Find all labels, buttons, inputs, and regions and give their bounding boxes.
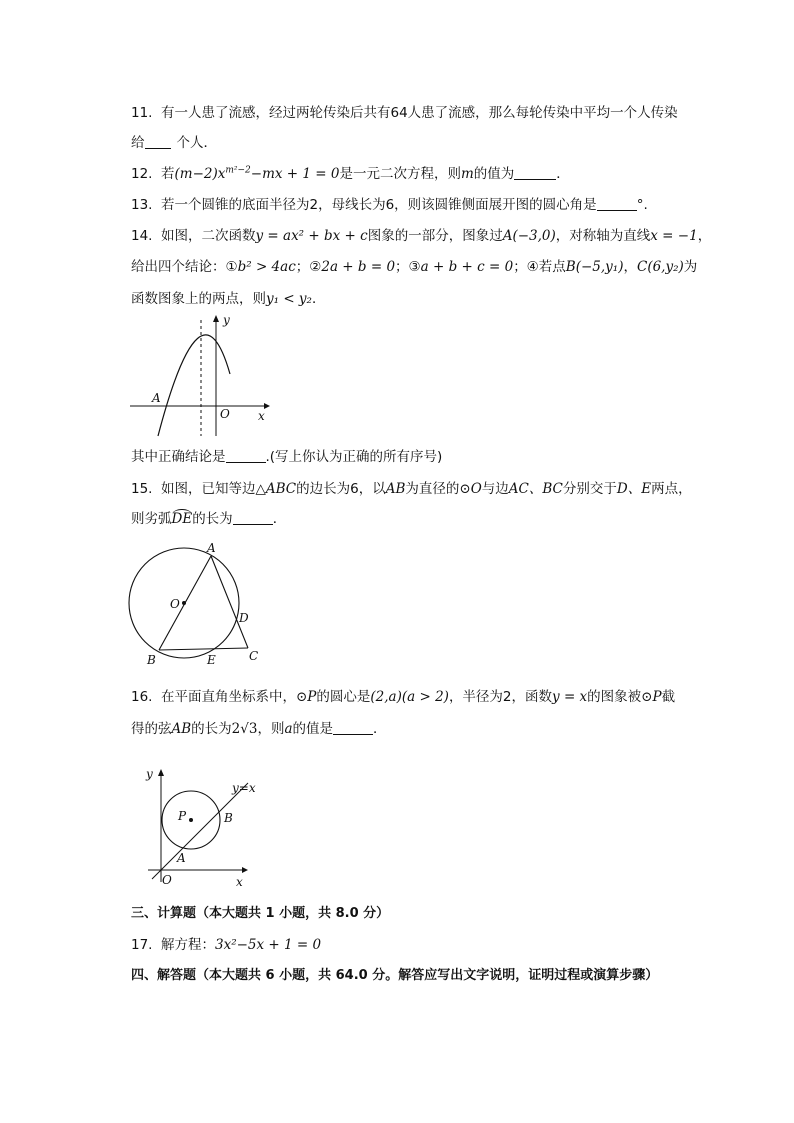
- q15-l1k: 两点，: [651, 481, 692, 497]
- q16-label-o: O: [162, 873, 172, 887]
- q14-l1g: ，: [697, 228, 712, 244]
- q16-l1i: 截: [661, 689, 676, 705]
- q14-l2g: ；④若点: [513, 259, 566, 275]
- q14-line3: [131, 290, 325, 308]
- q15-number: 15.: [131, 481, 153, 497]
- q16-line-y-eq-x: [152, 783, 248, 879]
- q16-line2: [131, 720, 387, 738]
- q15-l1c: 的边长为6，以: [296, 481, 386, 497]
- q16-l1a: 在平面直角坐标系中，: [161, 689, 296, 705]
- q16-l2e: ，则: [257, 721, 285, 737]
- q16-blank[interactable]: [333, 720, 373, 735]
- q12-var: m: [460, 166, 474, 182]
- q14-l2f: a + b + c = 0: [420, 259, 514, 275]
- q15-l1a: 如图，已知等边: [161, 481, 256, 497]
- q15-blank[interactable]: [233, 510, 273, 525]
- q15-circle-triangle-figure: [125, 540, 275, 670]
- q16-label-line: y=x: [232, 781, 256, 795]
- q12-pre: 若: [161, 166, 175, 182]
- q16-number: 16.: [131, 689, 153, 705]
- q14-x-arrow: [264, 403, 270, 409]
- q14-answer-prefix: 其中正确结论是: [131, 449, 226, 465]
- q14-l3b: y₁ < y₂: [266, 291, 312, 307]
- q16-l2a: 得的弦: [131, 721, 172, 737]
- q12-number: 12.: [131, 166, 153, 182]
- q15-label-e: E: [207, 653, 216, 667]
- q15-l2a: 则劣弧: [131, 511, 172, 527]
- q14-parabola-figure: [128, 312, 288, 442]
- q15-side-bc: [159, 648, 248, 650]
- q12-expr: (m−2)x: [174, 166, 226, 182]
- q11-line2: [131, 134, 217, 152]
- q11-blank[interactable]: [145, 134, 171, 149]
- q14-label-x: x: [258, 409, 265, 423]
- q13-line: [131, 196, 648, 214]
- q16-label-y: y: [146, 767, 153, 781]
- q11-number: 11.: [131, 105, 153, 121]
- q16-label-x: x: [236, 875, 243, 889]
- q16-y-arrow: [158, 769, 164, 776]
- q15-l1i: 分别交于: [562, 481, 617, 497]
- q13-number: 13.: [131, 197, 153, 213]
- q14-label-a: A: [152, 391, 161, 405]
- q14-answer-line: [131, 448, 442, 466]
- q14-l1e: ，对称轴为直线: [555, 228, 651, 244]
- q14-l2b: b² > 4ac: [237, 259, 296, 275]
- q16-l2f: a: [284, 721, 293, 737]
- q15-label-o: O: [170, 597, 180, 611]
- q16-l1g: 的图象被: [587, 689, 642, 705]
- q15-label-d: D: [239, 611, 249, 625]
- q16-l1f: y = x: [552, 689, 588, 705]
- q16-l1b: ⊙P: [296, 689, 317, 705]
- q15-line1: [131, 480, 692, 498]
- q12-exp: m²−2: [225, 165, 251, 176]
- q12-blank[interactable]: [514, 165, 556, 180]
- q14-l2h: B(−5,y₁): [565, 259, 624, 275]
- q15-center-dot: [182, 601, 186, 605]
- q13-end: °.: [636, 197, 648, 213]
- q17-expr: 3x²−5x + 1 = 0: [215, 937, 322, 953]
- q16-l2c: 的长为: [191, 721, 232, 737]
- q14-l2a: 给出四个结论：①: [131, 259, 238, 275]
- q14-line1: [131, 227, 711, 245]
- q13-text: 若一个圆锥的底面半径为2，母线长为6，则该圆锥侧面展开图的圆心角是: [161, 197, 597, 213]
- q15-label-a: A: [207, 541, 216, 555]
- q15-l1j: D、E: [616, 481, 652, 497]
- q15-arc-de: DE: [171, 511, 193, 527]
- q15-l1d: AB: [385, 481, 406, 497]
- q16-x-arrow: [242, 867, 248, 873]
- q15-label-b: B: [147, 653, 156, 667]
- q14-y-arrow: [213, 315, 219, 322]
- q15-l2c: 的长为: [192, 511, 233, 527]
- q14-label-y: y: [223, 313, 230, 327]
- q16-line1: [131, 688, 675, 706]
- q14-l2d: 2a + b = 0: [321, 259, 396, 275]
- q14-label-o: O: [220, 407, 230, 421]
- q16-l2b: AB: [171, 721, 192, 737]
- q14-l1c: 图象的一部分，图象过: [367, 228, 503, 244]
- q16-l1e: ，半径为2，函数: [448, 689, 553, 705]
- q16-l1d: (2,a)(a > 2): [370, 689, 449, 705]
- q15-l2d: ．: [272, 511, 287, 527]
- q12-end: ．: [556, 166, 570, 182]
- q15-line2: [131, 510, 286, 528]
- q15-l1g: 与边: [481, 481, 509, 497]
- q14-l1f: x = −1: [650, 228, 698, 244]
- q14-l1b: y = ax² + bx + c: [255, 228, 368, 244]
- q17-text: 解方程：: [161, 937, 215, 953]
- q14-l1a: 如图，二次函数: [161, 228, 256, 244]
- q15-label-c: C: [249, 649, 259, 663]
- q11-text2a: 给: [131, 135, 145, 151]
- q15-l1b: △ABC: [255, 481, 297, 497]
- q16-label-p: P: [178, 809, 187, 823]
- q14-l3c: ．: [311, 291, 326, 307]
- q17-line: [131, 936, 321, 954]
- q12-mid: 是一元二次方程，则: [339, 166, 461, 182]
- q14-l2i: ，: [623, 259, 637, 275]
- q16-center-p-dot: [189, 818, 193, 822]
- q11-text: 有一人患了流感，经过两轮传染后共有64人患了流感，那么每轮传染中平均一个人传染: [161, 105, 678, 121]
- q15-l1e: 为直径的: [405, 481, 460, 497]
- q14-l2j: C(6,y₂): [636, 259, 684, 275]
- q16-circle-line-figure: [140, 764, 280, 894]
- q14-blank[interactable]: [226, 448, 266, 463]
- q15-l1f: ⊙O: [459, 481, 482, 497]
- q12-line: [131, 165, 570, 183]
- q16-l2d: 2√3: [231, 721, 258, 737]
- q14-answer-suffix: .(写上你认为正确的所有序号): [265, 449, 443, 465]
- q14-l2c: ；②: [295, 259, 322, 275]
- q12-post: 的值为: [473, 166, 515, 182]
- q14-l3a: 函数图象上的两点，则: [131, 291, 266, 307]
- q12-expr2: −mx + 1 = 0: [250, 166, 340, 182]
- q16-label-a: A: [177, 851, 186, 865]
- q16-l2h: ．: [373, 721, 387, 737]
- q16-label-b: B: [224, 811, 233, 825]
- q13-blank[interactable]: [597, 196, 637, 211]
- section-4-heading: 四、解答题（本大题共 6 小题，共 64.0 分。解答应写出文字说明，证明过程或演算步骤）: [131, 968, 659, 983]
- q17-number: 17.: [131, 937, 153, 953]
- q16-l1c: 的圆心是: [316, 689, 371, 705]
- section-3-heading: 三、计算题（本大题共 1 小题，共 8.0 分）: [131, 906, 390, 921]
- q16-l2g: 的值是: [292, 721, 334, 737]
- q14-l1d: A(−3,0): [502, 228, 556, 244]
- q15-l1h: AC、BC: [508, 481, 563, 497]
- q14-number: 14.: [131, 228, 153, 244]
- q16-l1h: ⊙P: [641, 689, 662, 705]
- q11-text2b: 个人．: [176, 135, 217, 151]
- q14-l2k: 为: [683, 259, 698, 275]
- q11-line1: [131, 104, 678, 122]
- q14-line2: [131, 258, 697, 276]
- q14-l2e: ；③: [395, 259, 421, 275]
